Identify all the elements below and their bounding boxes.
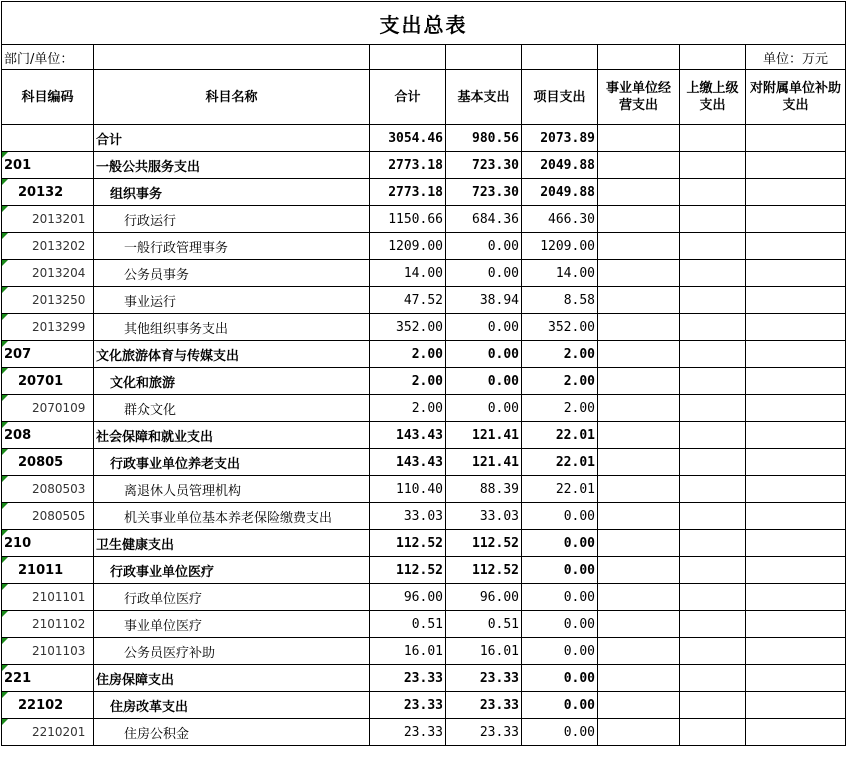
cell-name[interactable]: 行政单位医疗 — [94, 584, 370, 611]
cell-project[interactable]: 22.01 — [522, 422, 598, 449]
cell-total[interactable]: 2773.18 — [370, 152, 446, 179]
header-code: 科目编码 — [2, 70, 94, 125]
cell-remit[interactable] — [680, 503, 746, 530]
cell-project[interactable]: 0.00 — [522, 611, 598, 638]
table-row[interactable] — [2, 422, 846, 449]
cell-code[interactable]: 208 — [2, 422, 94, 449]
cell-total[interactable]: 2.00 — [370, 341, 446, 368]
cell-subsidy[interactable] — [746, 260, 846, 287]
table-row[interactable] — [2, 665, 846, 692]
cell-name[interactable]: 一般公共服务支出 — [94, 152, 370, 179]
cell-subsidy[interactable] — [746, 368, 846, 395]
cell-remit[interactable] — [680, 665, 746, 692]
cell-operating[interactable] — [598, 314, 680, 341]
cell-code[interactable]: 2101101 — [2, 584, 94, 611]
cell-code[interactable]: 22102 — [2, 692, 94, 719]
cell-project[interactable]: 0.00 — [522, 719, 598, 746]
dept-label: 部门/单位： — [2, 45, 94, 70]
cell-operating[interactable] — [598, 530, 680, 557]
cell-subsidy[interactable] — [746, 530, 846, 557]
cell-basic[interactable]: 723.30 — [446, 152, 522, 179]
cell-operating[interactable] — [598, 179, 680, 206]
cell-project[interactable]: 8.58 — [522, 287, 598, 314]
cell-operating[interactable] — [598, 395, 680, 422]
header-row — [2, 70, 846, 125]
cell-code[interactable]: 210 — [2, 530, 94, 557]
header-remit: 上缴上级支出 — [680, 70, 746, 125]
cell-total[interactable]: 14.00 — [370, 260, 446, 287]
cell-subsidy[interactable] — [746, 125, 846, 152]
cell-project[interactable]: 2.00 — [522, 341, 598, 368]
table-row[interactable] — [2, 260, 846, 287]
cell-name[interactable]: 住房公积金 — [94, 719, 370, 746]
cell-name[interactable]: 行政运行 — [94, 206, 370, 233]
cell-basic[interactable]: 684.36 — [446, 206, 522, 233]
cell-remit[interactable] — [680, 395, 746, 422]
cell-total[interactable]: 110.40 — [370, 476, 446, 503]
cell-subsidy[interactable] — [746, 206, 846, 233]
cell-project[interactable]: 2073.89 — [522, 125, 598, 152]
cell-remit[interactable] — [680, 476, 746, 503]
table-row[interactable] — [2, 341, 846, 368]
cell-subsidy[interactable] — [746, 584, 846, 611]
cell-basic[interactable]: 0.00 — [446, 314, 522, 341]
cell-total[interactable]: 2.00 — [370, 368, 446, 395]
cell-code[interactable]: 20805 — [2, 449, 94, 476]
cell-project[interactable]: 1209.00 — [522, 233, 598, 260]
cell-total[interactable]: 16.01 — [370, 638, 446, 665]
cell-total[interactable]: 112.52 — [370, 530, 446, 557]
cell-code[interactable]: 2080505 — [2, 503, 94, 530]
cell-name[interactable]: 事业运行 — [94, 287, 370, 314]
cell-subsidy[interactable] — [746, 638, 846, 665]
cell-subsidy[interactable] — [746, 395, 846, 422]
cell-code[interactable] — [2, 125, 94, 152]
cell-basic[interactable]: 0.00 — [446, 368, 522, 395]
cell-remit[interactable] — [680, 611, 746, 638]
table-row[interactable] — [2, 638, 846, 665]
cell-basic[interactable]: 33.03 — [446, 503, 522, 530]
cell-project[interactable]: 0.00 — [522, 557, 598, 584]
cell-remit[interactable] — [680, 584, 746, 611]
cell-total[interactable]: 2773.18 — [370, 179, 446, 206]
table-row[interactable] — [2, 584, 846, 611]
cell-code[interactable]: 2013201 — [2, 206, 94, 233]
cell-subsidy[interactable] — [746, 179, 846, 206]
cell-total[interactable]: 143.43 — [370, 422, 446, 449]
expenditure-table — [1, 1, 846, 746]
cell-remit[interactable] — [680, 152, 746, 179]
cell-project[interactable]: 2.00 — [522, 395, 598, 422]
cell-subsidy[interactable] — [746, 665, 846, 692]
cell-total[interactable]: 143.43 — [370, 449, 446, 476]
cell-remit[interactable] — [680, 638, 746, 665]
cell-operating[interactable] — [598, 152, 680, 179]
cell-basic[interactable]: 16.01 — [446, 638, 522, 665]
cell-subsidy[interactable] — [746, 611, 846, 638]
cell-subsidy[interactable] — [746, 449, 846, 476]
cell-basic[interactable]: 121.41 — [446, 449, 522, 476]
cell-operating[interactable] — [598, 611, 680, 638]
cell-basic[interactable]: 38.94 — [446, 287, 522, 314]
cell-name[interactable]: 群众文化 — [94, 395, 370, 422]
cell-name[interactable]: 事业单位医疗 — [94, 611, 370, 638]
cell-basic[interactable]: 0.00 — [446, 260, 522, 287]
cell-name[interactable]: 文化旅游体育与传媒支出 — [94, 341, 370, 368]
page-title: 支出总表 — [2, 2, 846, 45]
cell-project[interactable]: 0.00 — [522, 665, 598, 692]
cell-project[interactable]: 2049.88 — [522, 179, 598, 206]
cell-code[interactable]: 2013204 — [2, 260, 94, 287]
cell-subsidy[interactable] — [746, 341, 846, 368]
cell-total[interactable]: 23.33 — [370, 665, 446, 692]
table-row[interactable] — [2, 503, 846, 530]
cell-remit[interactable] — [680, 314, 746, 341]
cell-project[interactable]: 22.01 — [522, 476, 598, 503]
cell-name[interactable]: 行政事业单位养老支出 — [94, 449, 370, 476]
cell-total[interactable]: 1209.00 — [370, 233, 446, 260]
table-row[interactable] — [2, 476, 846, 503]
cell-name[interactable]: 机关事业单位基本养老保险缴费支出 — [94, 503, 370, 530]
table-row[interactable] — [2, 368, 846, 395]
cell-project[interactable]: 0.00 — [522, 638, 598, 665]
cell-subsidy[interactable] — [746, 692, 846, 719]
cell-operating[interactable] — [598, 665, 680, 692]
cell-project[interactable]: 22.01 — [522, 449, 598, 476]
cell-name[interactable]: 公务员医疗补助 — [94, 638, 370, 665]
cell-operating[interactable] — [598, 368, 680, 395]
cell-code[interactable]: 20132 — [2, 179, 94, 206]
cell-remit[interactable] — [680, 341, 746, 368]
table-row[interactable] — [2, 206, 846, 233]
cell-basic[interactable]: 112.52 — [446, 530, 522, 557]
cell-project[interactable]: 0.00 — [522, 584, 598, 611]
cell-name[interactable]: 卫生健康支出 — [94, 530, 370, 557]
cell-basic[interactable]: 0.00 — [446, 341, 522, 368]
cell-code[interactable]: 20701 — [2, 368, 94, 395]
cell-code[interactable]: 2013299 — [2, 314, 94, 341]
cell-operating[interactable] — [598, 584, 680, 611]
cell-operating[interactable] — [598, 260, 680, 287]
cell-remit[interactable] — [680, 206, 746, 233]
cell-basic[interactable]: 23.33 — [446, 665, 522, 692]
cell-operating[interactable] — [598, 287, 680, 314]
cell-operating[interactable] — [598, 719, 680, 746]
cell-name[interactable]: 社会保障和就业支出 — [94, 422, 370, 449]
cell-code[interactable]: 2101103 — [2, 638, 94, 665]
header-total: 合计 — [370, 70, 446, 125]
cell-code[interactable]: 2013202 — [2, 233, 94, 260]
cell-total[interactable]: 112.52 — [370, 557, 446, 584]
cell-operating[interactable] — [598, 341, 680, 368]
table-row[interactable] — [2, 449, 846, 476]
cell-remit[interactable] — [680, 233, 746, 260]
cell-basic[interactable]: 0.00 — [446, 395, 522, 422]
header-name: 科目名称 — [94, 70, 370, 125]
cell-remit[interactable] — [680, 125, 746, 152]
cell-remit[interactable] — [680, 260, 746, 287]
cell-name[interactable]: 住房保障支出 — [94, 665, 370, 692]
cell-subsidy[interactable] — [746, 152, 846, 179]
cell-name[interactable]: 一般行政管理事务 — [94, 233, 370, 260]
cell-remit[interactable] — [680, 530, 746, 557]
cell-project[interactable]: 2.00 — [522, 368, 598, 395]
cell-subsidy[interactable] — [746, 719, 846, 746]
cell-code[interactable]: 207 — [2, 341, 94, 368]
cell-basic[interactable]: 121.41 — [446, 422, 522, 449]
cell-basic[interactable]: 96.00 — [446, 584, 522, 611]
cell-name[interactable]: 公务员事务 — [94, 260, 370, 287]
cell-total[interactable]: 33.03 — [370, 503, 446, 530]
cell-project[interactable]: 0.00 — [522, 530, 598, 557]
cell-subsidy[interactable] — [746, 287, 846, 314]
cell-remit[interactable] — [680, 179, 746, 206]
cell-code[interactable]: 21011 — [2, 557, 94, 584]
table-row[interactable] — [2, 233, 846, 260]
cell-operating[interactable] — [598, 638, 680, 665]
cell-code[interactable]: 2080503 — [2, 476, 94, 503]
cell-project[interactable]: 0.00 — [522, 692, 598, 719]
cell-project[interactable]: 0.00 — [522, 503, 598, 530]
header-basic: 基本支出 — [446, 70, 522, 125]
cell-basic[interactable]: 23.33 — [446, 692, 522, 719]
cell-name[interactable]: 离退休人员管理机构 — [94, 476, 370, 503]
cell-total[interactable]: 96.00 — [370, 584, 446, 611]
cell-total[interactable]: 0.51 — [370, 611, 446, 638]
cell-operating[interactable] — [598, 557, 680, 584]
cell-project[interactable]: 14.00 — [522, 260, 598, 287]
cell-remit[interactable] — [680, 422, 746, 449]
cell-name[interactable]: 合计 — [94, 125, 370, 152]
cell-project[interactable]: 466.30 — [522, 206, 598, 233]
cell-name[interactable]: 行政事业单位医疗 — [94, 557, 370, 584]
table-row[interactable] — [2, 719, 846, 746]
table-row[interactable] — [2, 179, 846, 206]
cell-code[interactable]: 2013250 — [2, 287, 94, 314]
cell-basic[interactable]: 0.00 — [446, 233, 522, 260]
cell-basic[interactable]: 23.33 — [446, 719, 522, 746]
dept-value[interactable] — [94, 45, 370, 70]
table-row[interactable] — [2, 152, 846, 179]
unit-label: 单位：万元 — [746, 45, 846, 70]
header-project: 项目支出 — [522, 70, 598, 125]
cell-basic[interactable]: 980.56 — [446, 125, 522, 152]
cell-name[interactable]: 住房改革支出 — [94, 692, 370, 719]
table-row[interactable] — [2, 314, 846, 341]
table-row[interactable] — [2, 692, 846, 719]
cell-subsidy[interactable] — [746, 314, 846, 341]
cell-total[interactable]: 1150.66 — [370, 206, 446, 233]
cell-project[interactable]: 352.00 — [522, 314, 598, 341]
cell-code[interactable]: 2070109 — [2, 395, 94, 422]
header-operating: 事业单位经营支出 — [598, 70, 680, 125]
table-row[interactable] — [2, 125, 846, 152]
table-row[interactable] — [2, 530, 846, 557]
cell-subsidy[interactable] — [746, 422, 846, 449]
cell-remit[interactable] — [680, 692, 746, 719]
cell-subsidy[interactable] — [746, 233, 846, 260]
cell-basic[interactable]: 723.30 — [446, 179, 522, 206]
table-row[interactable] — [2, 557, 846, 584]
cell-code[interactable]: 2210201 — [2, 719, 94, 746]
cell-operating[interactable] — [598, 233, 680, 260]
cell-basic[interactable]: 88.39 — [446, 476, 522, 503]
cell-code[interactable]: 201 — [2, 152, 94, 179]
cell-subsidy[interactable] — [746, 476, 846, 503]
cell-total[interactable]: 352.00 — [370, 314, 446, 341]
cell-remit[interactable] — [680, 449, 746, 476]
cell-remit[interactable] — [680, 368, 746, 395]
cell-total[interactable]: 2.00 — [370, 395, 446, 422]
cell-subsidy[interactable] — [746, 557, 846, 584]
cell-operating[interactable] — [598, 422, 680, 449]
cell-operating[interactable] — [598, 692, 680, 719]
cell-total[interactable]: 23.33 — [370, 692, 446, 719]
cell-subsidy[interactable] — [746, 503, 846, 530]
cell-basic[interactable]: 112.52 — [446, 557, 522, 584]
cell-operating[interactable] — [598, 206, 680, 233]
header-subsidy: 对附属单位补助支出 — [746, 70, 846, 125]
cell-remit[interactable] — [680, 719, 746, 746]
cell-operating[interactable] — [598, 503, 680, 530]
cell-basic[interactable]: 0.51 — [446, 611, 522, 638]
cell-name[interactable]: 文化和旅游 — [94, 368, 370, 395]
cell-operating[interactable] — [598, 476, 680, 503]
cell-total[interactable]: 3054.46 — [370, 125, 446, 152]
cell-operating[interactable] — [598, 449, 680, 476]
table-row[interactable] — [2, 611, 846, 638]
table-row[interactable] — [2, 395, 846, 422]
cell-name[interactable]: 其他组织事务支出 — [94, 314, 370, 341]
table-row[interactable] — [2, 287, 846, 314]
cell-name[interactable]: 组织事务 — [94, 179, 370, 206]
cell-project[interactable]: 2049.88 — [522, 152, 598, 179]
cell-code[interactable]: 2101102 — [2, 611, 94, 638]
cell-total[interactable]: 47.52 — [370, 287, 446, 314]
cell-remit[interactable] — [680, 557, 746, 584]
cell-code[interactable]: 221 — [2, 665, 94, 692]
cell-remit[interactable] — [680, 287, 746, 314]
cell-total[interactable]: 23.33 — [370, 719, 446, 746]
cell-operating[interactable] — [598, 125, 680, 152]
